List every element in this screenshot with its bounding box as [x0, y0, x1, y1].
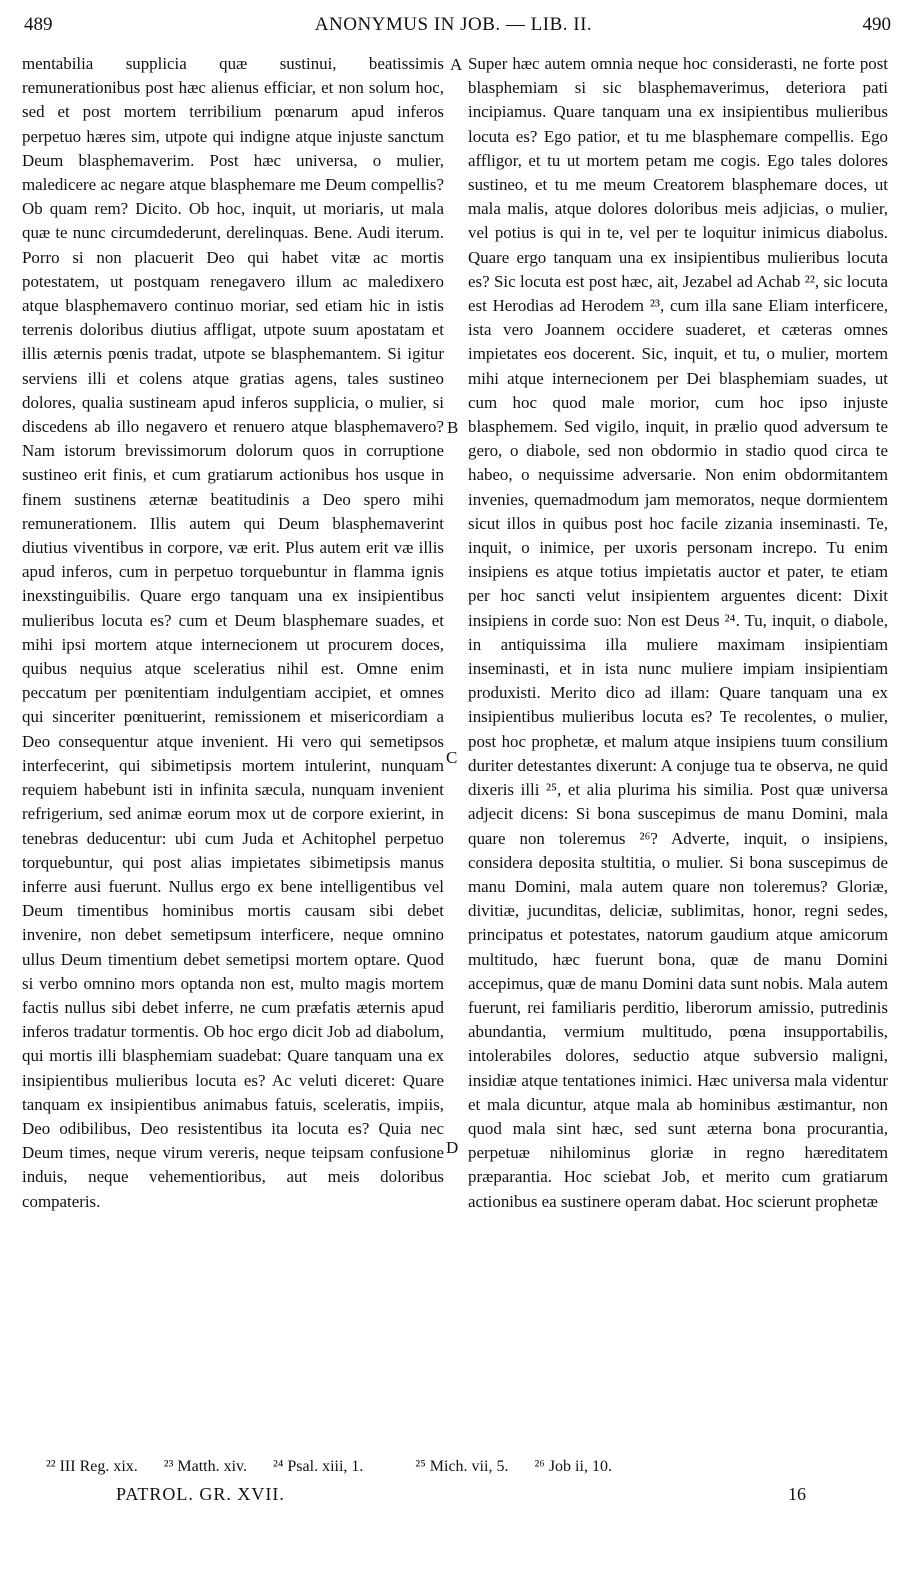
left-column-text: mentabilia supplicia quæ sustinui, beatissimis remunerationibus post hæc alienus efficiar, et non solum hoc, sed et post mortem terribilium pœnarum apud inferos perpetuo hæres sim, utpote qui indigne atque injuste sanctum Deum blasphemaverim. Post hæc universa, o mulier, maledicere ac negare atque blasphemare me Deum compellis? Ob quam rem? Dicito. Ob hoc, inquit, ut moriaris, ut mala quæ te nunc circumdederunt, derelinquas. Bene. Audi iterum. Porro si non placuerit Deo qui habet vitæ ac mortis potestatem, ut postquam renegavero illum ac maledixero atque blasphemavero continuo moriar, sed etiam hic in istis terrenis doloribus diutius affligat, utpote suum apostatam et illis æternis pœnis tradat, utpote se blasphemantem. Si igitur serviens illi et colens atque gratias agens, tales sustineo dolores, qualia sustineam apud inferos supplicia, o mulier, si discedens ab illo negavero et renuero atque blasphemavero? Nam istorum brevissimorum dolorum quos in corruptione sustineo erit finis, et cum gratiarum actionibus hos usque in finem sustinens æternæ beatitudinis a Deo spero mihi remunerationem. Illis autem qui Deum blasphemaverint diutius viventibus in corpore, væ erit. Plus autem erit væ illis apud inferos, cum in perpetuo torquebuntur in flamma ignis inexstinguibilis. Quare ergo tanquam una ex insipientibus mulieribus locuta es? cum et Deum blasphemare suades, et mihi ipsi mortem atque internecionem ut procurem doces, quibus nequius atque sceleratius nihil est. Omne enim peccatum per pœnitentiam indulgentiam accipiet, et omnes qui sinceriter pœnituerint, remissionem et misericordiam a Deo consequentur atque invenient. Hi vero qui semetipsos interfecerint, qui sibimetipsis mortem intulerint, nunquam requiem habebunt isti in infinita sæcula, nunquam invenient refrigerium, sed animæ eorum mox ut de corpore exierint, in tenebras deducentur: ubi cum Juda et Achitophel perpetuo torquebuntur, qui post alias impietates sibimetipsis manus inferre ausi fuerunt. Nullus ergo ex bene intelligentibus vel Deum timentibus hominibus mortis causam sibi debet invenire, non debet semetipsum interficere, neque omnino ullus Deum timentium debet semetipsi mortem optare. Quod si verbo omnino mors optanda non est, multo magis mortem factis nullus sibi debet inferre, ne cum præfatis æternis apud inferos tradatur tormentis. Ob hoc ergo dicit Job ad diabolum, qui mortis illi blasphemiam suadebat: Quare tanquam una ex insipientibus mulieribus locuta es? Ac veluti diceret: Quare tanquam ex insipientibus animabus fatuis, sceleratis, impiis, Deo odibilibus, Deo resistentibus ita locuta es? Quia nec Deum times, neque virum vereris, neque teipsam confusione induis, neque vehementioribus, aut meis doloribus compateris.: [22, 54, 444, 1211]
footnote-24: ²⁴ Psal. xiii, 1.: [273, 1458, 364, 1475]
left-column: [22, 52, 444, 1214]
footnote-25: ²⁵ Mich. vii, 5.: [415, 1458, 509, 1475]
page-number-left: 489: [24, 14, 53, 35]
margin-letter-a: A: [450, 55, 463, 74]
margin-letter-b: B: [447, 418, 459, 437]
margin-letter-c: C: [446, 748, 458, 767]
footnotes: [46, 1456, 886, 1478]
right-column: [468, 52, 888, 1214]
footnote-26: ²⁶ Job ii, 10.: [534, 1458, 612, 1475]
margin-letter-d: D: [446, 1138, 459, 1157]
page-number-right: 490: [862, 14, 891, 35]
sheet-number: 16: [788, 1484, 806, 1504]
running-title: ANONYMUS IN JOB. — LIB. II.: [314, 14, 593, 35]
right-column-text: Super hæc autem omnia neque hoc considerasti, ne forte post blasphemiam si sic blasphemaverimus, deteriora pati incipiamus. Quare tanquam una ex insipientibus mulieribus locuta es? Ego patior, et tu me blasphemare compellis. Ego affligor, et tu ut mortem petam me cogis. Ego tales dolores sustineo, et tu me meum Creatorem blasphemare doces, ut mala malis, atque dolores doloribus meis adjicias, o mulier, vel potius is qui in te, vel per te loquitur inimicus diabolus. Quare ergo tanquam una ex insipientibus mulieribus locuta es? Sic locuta est post hæc, ait, Jezabel ad Achab ²², sic locuta est Herodias ad Herodem ²³, cum illa sane Eliam interficere, ista vero Joannem occidere suaderet, et cæteras omnes impietates eos docerent. Sic, inquit, et tu, o mulier, mortem mihi atque internecionem per Dei blasphemiam suades, ut cum hoc quod male morior, cum hoc ipso injuste blasphemem. Sed vigilo, inquit, in prælio quod adversum te gero, o diabole, sed non obdormio in stadio quod circa te habeo, o nequissime adversarie. Non enim obdormitantem invenies, quemadmodum jam memoratos, neque dormientem sicut illos in quibus post hoc facile zizania inseminasti. Te, inquit, o inimice, per uxoris personam increpo. Tu enim insipiens es atque totius impietatis auctor et pater, te etiam per hoc sancti velut insipientem arguentes dicent: Dixit insipiens in corde suo: Non est Deus ²⁴. Tu, inquit, o diabole, in antiquissima illa muliere maximam insipientiam inseminasti, et in ista nunc muliere impiam insipientiam produxisti. Merito dico ad illam: Quare tanquam una ex insipientibus mulieribus locuta es? Te recolentes, o mulier, post hoc prophetæ, et malum atque insipiens tuum consilium duriter detestantes dixerunt: A conjuge tua te observa, ne quid dixeris illi ²⁵, et alia plurima his similia. Post quæ universa adjecit dicens: Si bona suscepimus de manu Domini, mala quare non toleremus ²⁶? Adverte, inquit, o insipiens, considera deposita stultitia, o mulier. Si bona suscepimus de manu Domini, mala autem quare non toleremus? Gloriæ, divitiæ, jucunditas, deliciæ, sublimitas, honor, regni sedes, principatus et potestates, natorum gaudium atque amicorum multitudo, hæc fuerunt bona, quæ de manu Domini accepimus, quæ de manu Domini data sunt nobis. Mala autem fuerunt, rei familiaris perditio, liberorum amissio, putredinis abundantia, vermium multitudo, pœna insupportabilis, intolerabiles dolores, seductio atque subversio maligni, insidiæ atque tentationes inimici. Hæc universa mala videntur et mala dicuntur, atque mala ab hominibus æstimantur, non quod mala sint hæc, sed sunt æterna bona procurantia, perpetuæ nihilominus gloriæ in regno hæreditatem præparantia. Hoc sciebat Job, et merito cum gratiarum actionibus ea sustinere operam dabat. Hoc scierunt prophetæ: [468, 54, 888, 1211]
patrol-signature: PATROL. GR. XVII.: [116, 1484, 285, 1504]
footnote-22: ²² III Reg. xix.: [46, 1458, 138, 1475]
footnote-23: ²³ Matth. xiv.: [163, 1458, 248, 1475]
